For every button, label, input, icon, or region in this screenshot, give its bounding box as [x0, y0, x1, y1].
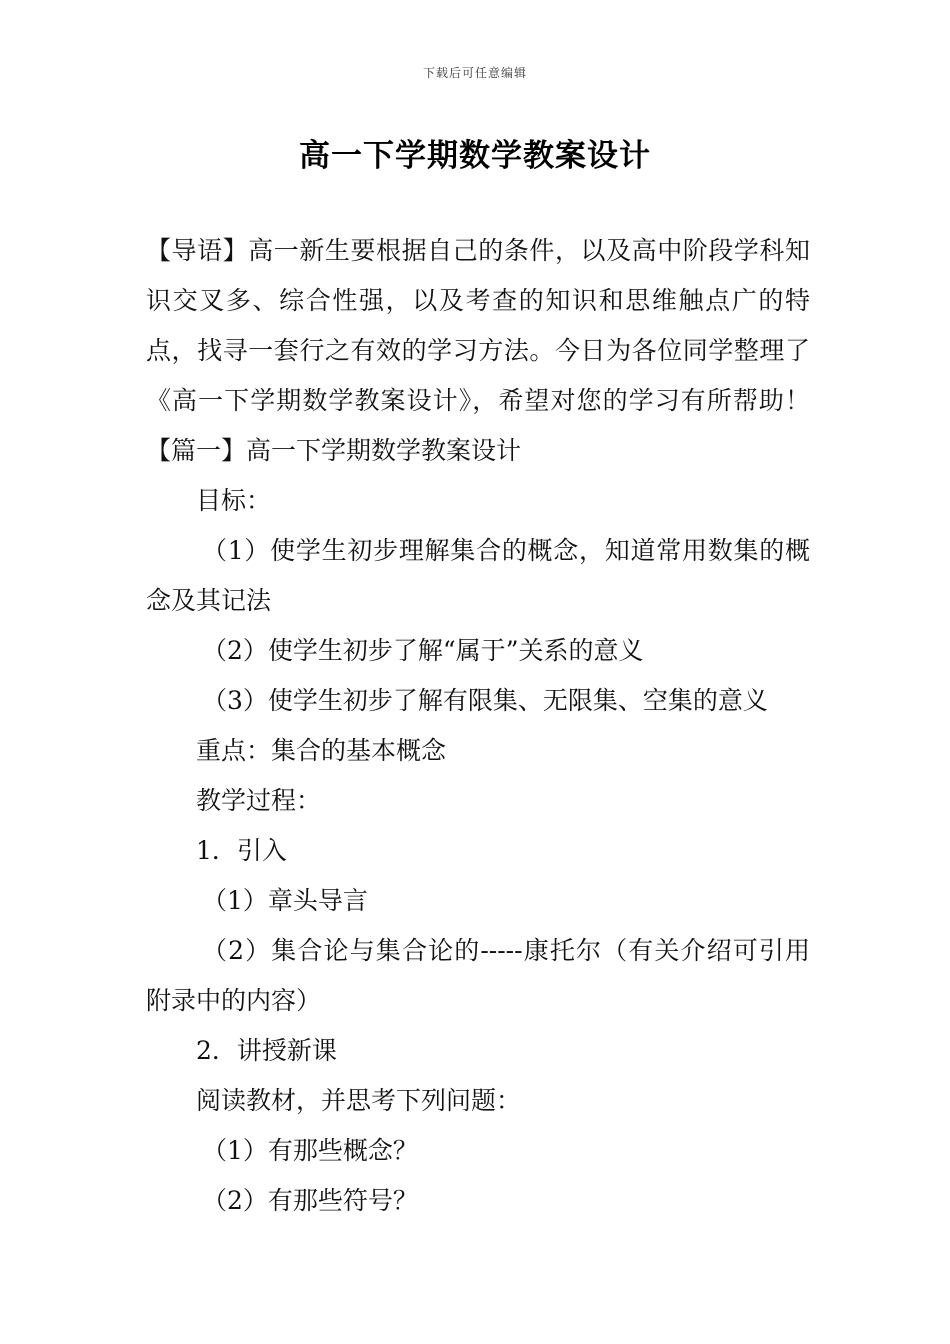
intro-paragraph: 【导语】高一新生要根据自己的条件，以及高中阶段学科知识交叉多、综合性强，以及考查的知识和思维触点广的特点，找寻一套行之有效的学习方法。今日为各位同学整理了《高一下学期数学教案设计》，希望对您的学习有所帮助！【篇一】高一下学期数学教案设计 [146, 236, 810, 465]
goal-item-1: （1）使学生初步理解集合的概念，知道常用数集的概念及其记法 [146, 536, 810, 615]
step-1-heading: 1．引入 [196, 836, 287, 865]
key-point: 重点：集合的基本概念 [196, 736, 447, 765]
document-title: 高一下学期数学教案设计 [299, 138, 651, 174]
goal-item-3: （3）使学生初步了解有限集、无限集、空集的意义 [202, 686, 768, 715]
goal-item-2: （2）使学生初步了解“属于”关系的意义 [202, 636, 644, 665]
page-header-note: 下载后可任意编辑 [422, 66, 527, 80]
goals-label: 目标： [196, 486, 272, 515]
question-item-2: （2）有那些符号？ [202, 1186, 418, 1215]
step-1-item-b: （2）集合论与集合论的-----康托尔（有关介绍可引用附录中的内容） [146, 936, 810, 1015]
question-item-1: （1）有那些概念？ [202, 1136, 418, 1165]
document-body [146, 226, 810, 1226]
reading-task: 阅读教材，并思考下列问题： [196, 1086, 522, 1115]
step-2-heading: 2．讲授新课 [196, 1036, 337, 1065]
step-1-item-a: （1）章头导言 [202, 886, 368, 915]
process-label: 教学过程： [196, 786, 322, 815]
